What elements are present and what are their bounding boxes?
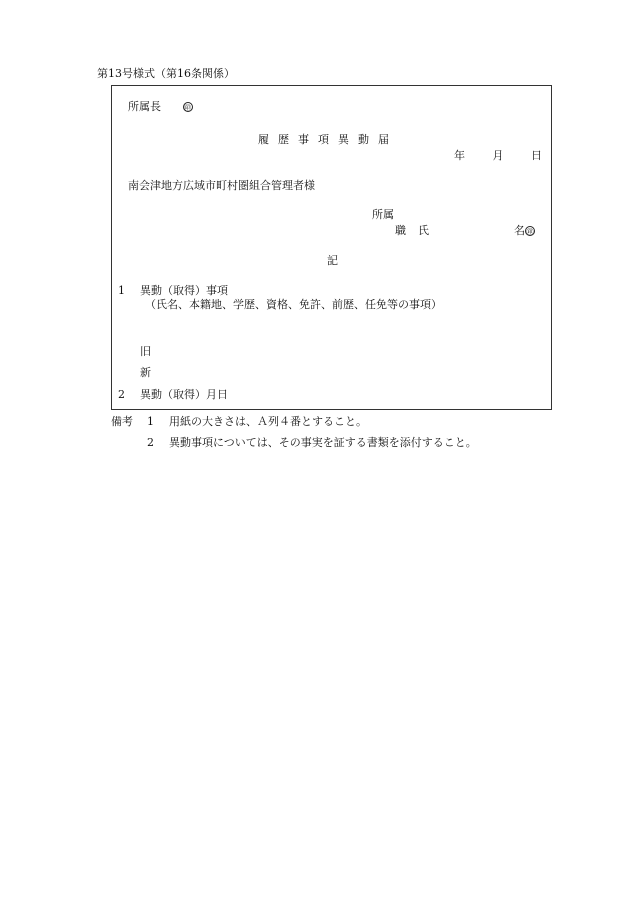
item-number: 1 [118,284,125,297]
month-label: 月 [492,149,504,162]
name-seal-line [514,225,535,236]
form-title: 履歴事項異動届 [258,133,398,146]
year-label: 年 [454,149,465,162]
record-label: 記 [327,254,338,267]
addressee: 南会津地方広域市町村圏組合管理者様 [128,179,315,192]
remarks-label: 備考 [111,415,133,428]
item-text: 異動（取得）事項 [140,284,228,297]
job-title-label: 職 [395,224,406,237]
remark-number: 1 [147,415,154,428]
affiliation-chief-line [128,101,193,112]
item-text: 異動（取得）月日 [140,388,228,401]
remark-text: 用紙の大きさは、Ａ列４番とすること。 [169,415,367,428]
item-note: （氏名、本籍地、学歴、資格、免許、前歴、任免等の事項） [145,298,442,311]
affiliation-label: 所属 [372,208,394,221]
item-number: 2 [118,388,125,401]
seal-mark-icon: ㊞ [184,104,191,112]
new-label: 新 [140,366,151,379]
affiliation-chief-label: 所属長 [128,100,161,113]
seal-mark-icon: ㊞ [526,228,534,236]
name-label-second: 名 [514,224,525,237]
date-line [454,150,542,161]
form-number-label: 第13号様式（第16条関係） [97,67,235,80]
notification-form [111,85,552,410]
day-label: 日 [531,149,542,162]
remark-number: 2 [147,436,154,449]
old-label: 旧 [140,345,151,358]
name-label-first: 氏 [418,224,429,237]
remark-text: 異動事項については、その事実を証する書類を添付すること。 [169,436,477,449]
